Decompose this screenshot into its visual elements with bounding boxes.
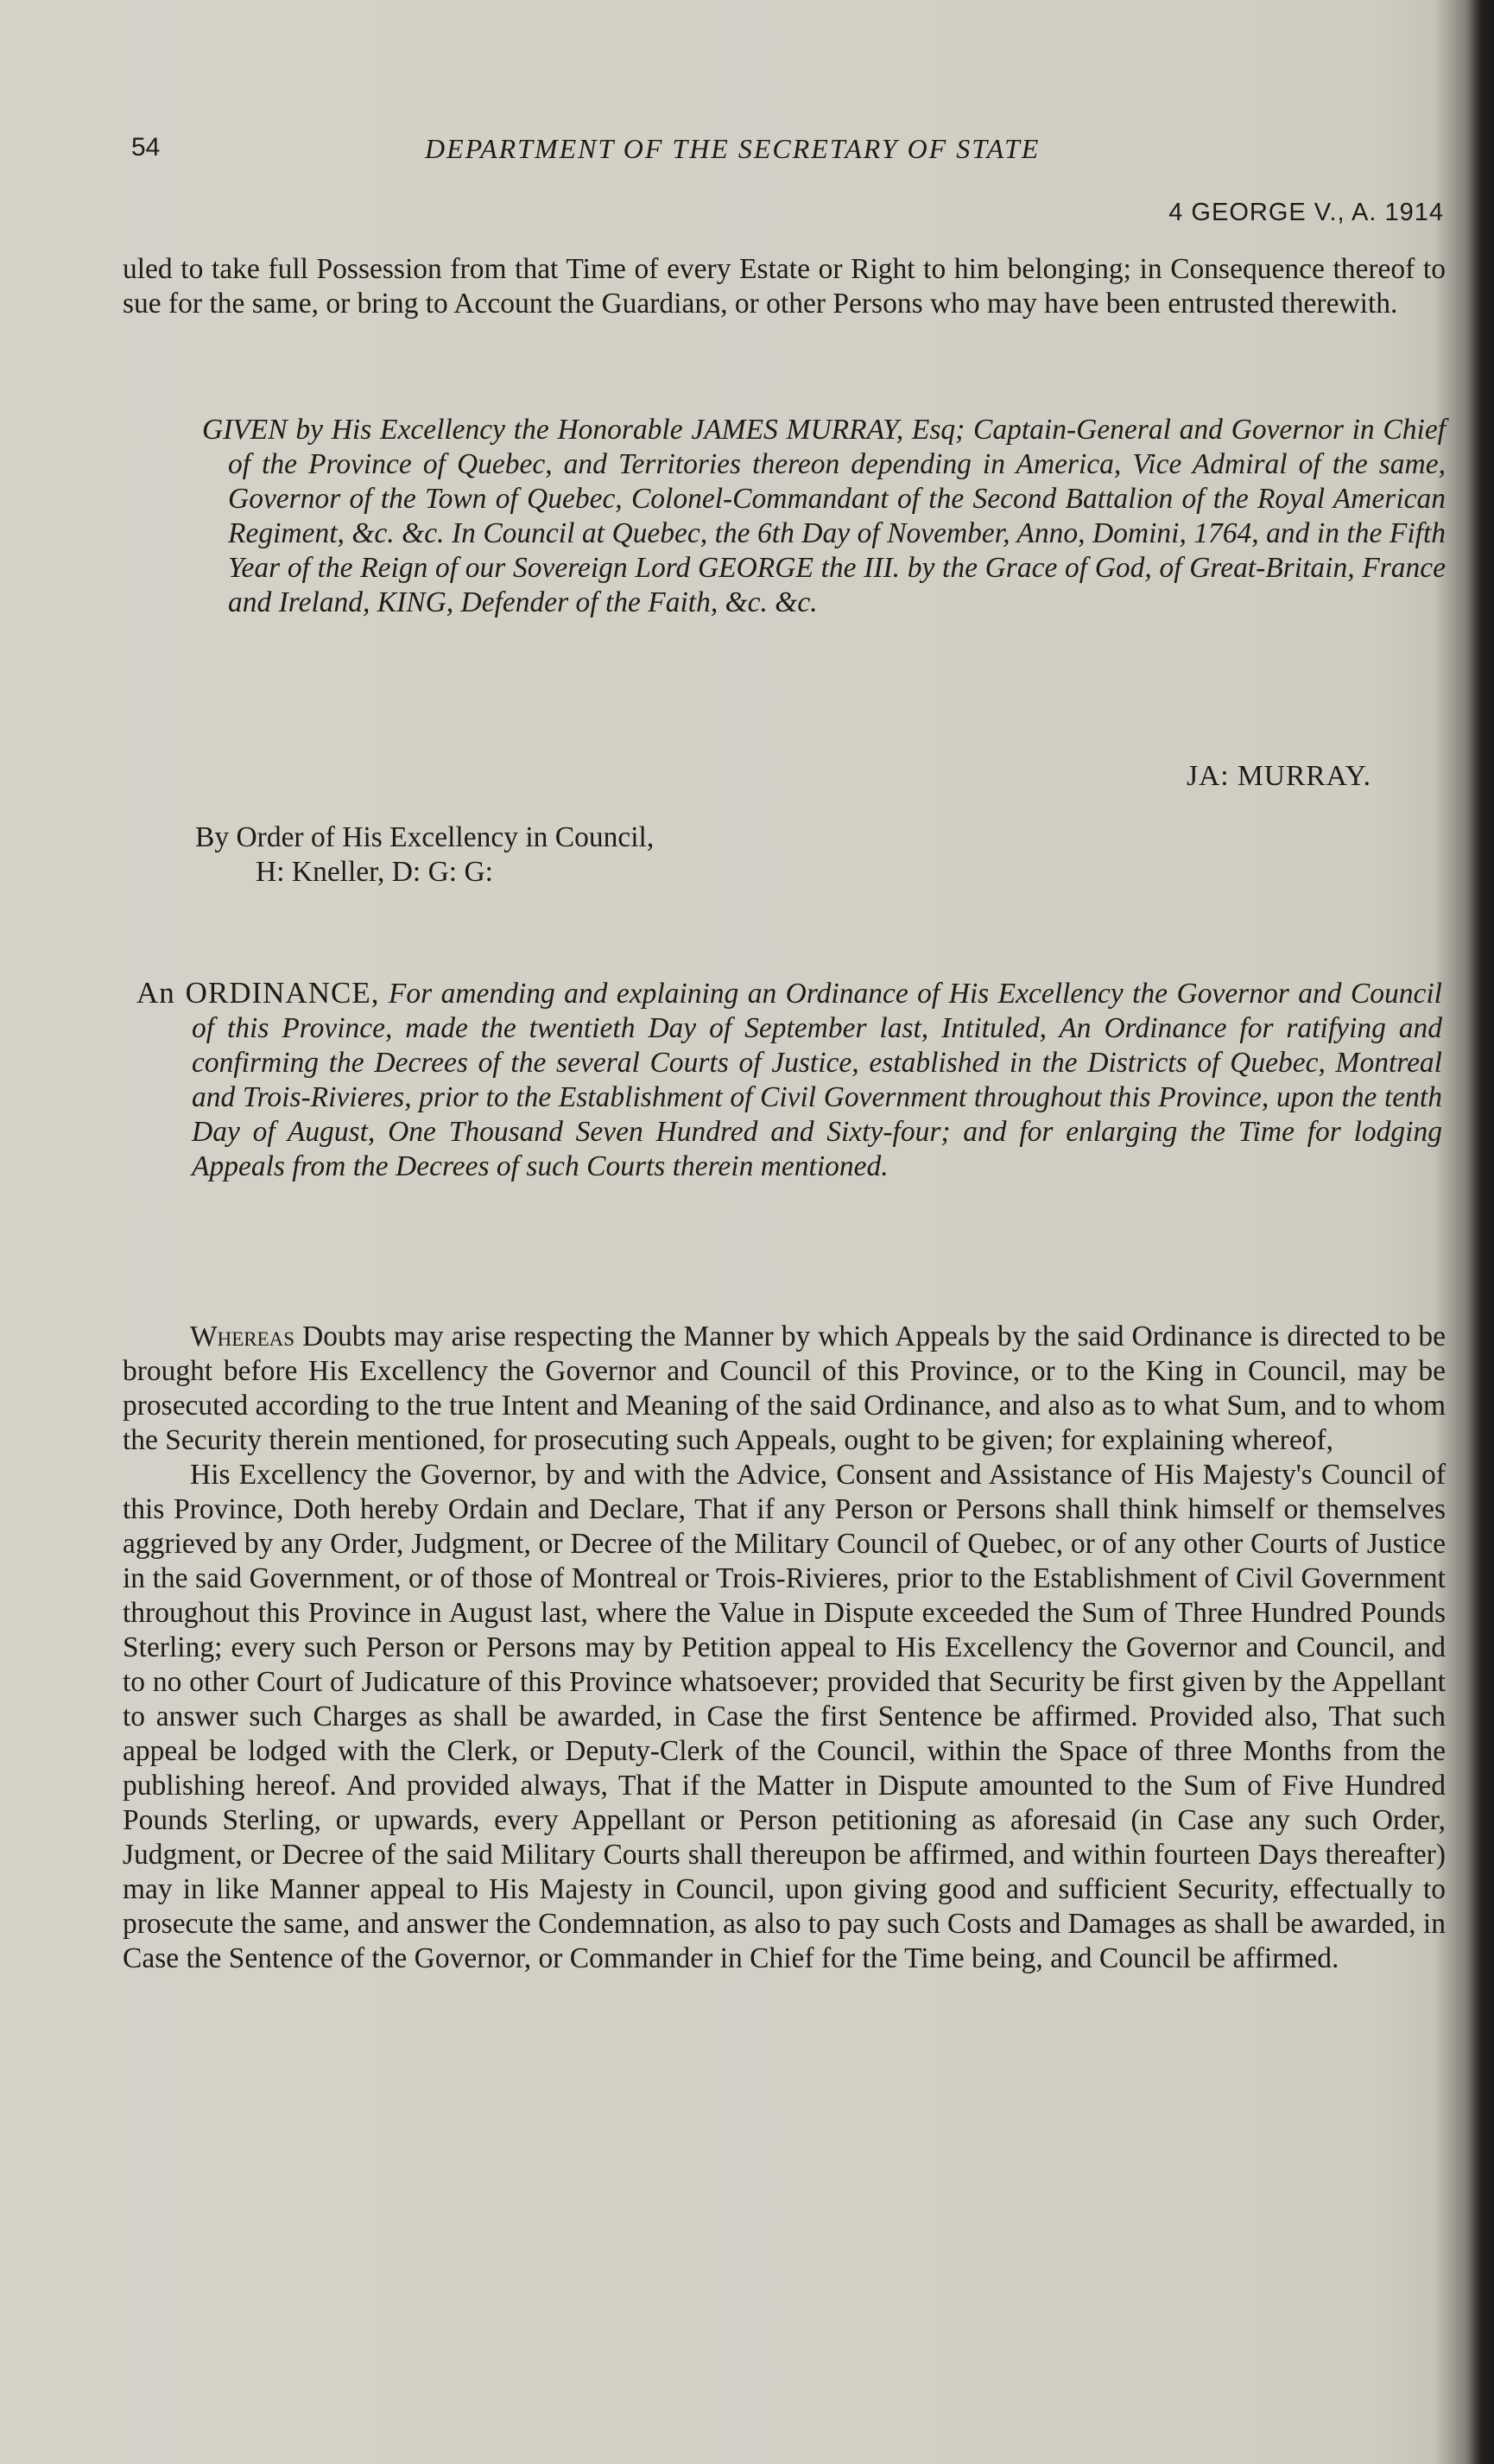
binding-shadow [1465,0,1494,2464]
page-number: 54 [131,133,161,162]
ordinance-body [123,1320,1446,1976]
regnal-year: 4 GEORGE V., A. 1914 [1168,199,1444,226]
clerk-line: H: Kneller, D: G: G: [256,856,493,888]
whereas-paragraph [123,1320,1446,1458]
page-header [131,133,1461,171]
ordinance-label: An ORDINANCE, [136,976,380,1010]
continued-paragraph-text: uled to take full Possession from that Time of every Estate or Right to him belonging; in Consequence thereof to sue for the same, or bring to Account the Guardians, or other Persons who may have been entrusted therewith. [123,253,1446,320]
running-title: DEPARTMENT OF THE SECRETARY OF STATE [425,133,1041,164]
whereas-word: Whereas [190,1321,295,1352]
given-clause-text: GIVEN by His Excellency the Honorable JAMES MURRAY, Esq; Captain-General and Governor in Chief of the Province of Quebec, and Territories thereon depending in America, Vice Admiral of the same, Governor of the Town of Quebec, Colonel-Commandant of the Second Battalion of the Royal American Regiment, &c. &c. In Council at Quebec, the 6th Day of November, Anno, Domini, 1764, and in the Fifth Year of the Reign of our Sovereign Lord GEORGE the III. by the Grace of God, of Great-Britain, France and Ireland, KING, Defender of the Faith, &c. &c. [202,414,1446,618]
signature: JA: MURRAY. [1187,760,1371,792]
enacting-paragraph: His Excellency the Governor, by and with the Advice, Consent and Assistance of His Majesty's Council of this Province, Doth hereby Ordain and Declare, That if any Person or Persons shall think himself or themselves aggrieved by any Order, Judgment, or Decree of the Military Council of Quebec, or of any other Courts of Justice in the said Government, or of those of Montreal or Trois-Rivieres, prior to the Establishment of Civil Government throughout this Province in August last, where the Value in Dispute exceeded the Sum of Three Hundred Pounds Sterling; every such Person or Persons may by Petition appeal to His Excellency the Governor and Council, and to no other Court of Judicature of this Province whatsoever; provided that Security be first given by the Appellant to answer such Charges as shall be awarded, in Case the first Sentence be affirmed. Provided also, That such appeal be lodged with the Clerk, or Deputy-Clerk of the Council, within the Space of three Months from the publishing hereof. And provided always, That if the Matter in Dispute amounted to the Sum of Five Hundred Pounds Sterling, or upwards, every Appellant or Person petitioning as aforesaid (in Case any such Order, Judgment, or Decree of the said Military Courts shall thereupon be affirmed, and within fourteen Days thereafter) may in like Manner appeal to His Majesty in Council, upon giving good and sufficient Security, effectually to prosecute the same, and answer the Condemnation, as also to pay such Costs and Damages as shall be awarded, in Case the Sentence of the Governor, or Commander in Chief for the Time being, and Council be affirmed. [123,1459,1446,1974]
whereas-text: Doubts may arise respecting the Manner by which Appeals by the said Ordinance is directed to be brought before His Excellency the Governor and Council of this Province, or to the King in Council, may be prosecuted according to the true Intent and Meaning of the said Ordinance, and also as to what Sum, and to whom the Security therein mentioned, for prosecuting such Appeals, ought to be given; for explaining whereof, [123,1321,1446,1456]
continued-paragraph [123,252,1446,321]
ordinance-title: For amending and explaining an Ordinance of His Excellency the Governor and Council of this Province, made the twentieth Day of September last, Intituled, An Ordinance for ratifying and confirming the Decrees of the several Courts of Justice, established in the Districts of Quebec, Montreal and Trois-Rivieres, prior to the Establishment of Civil Government throughout this Province, upon the tenth Day of August, One Thousand Seven Hundred and Sixty-four; and for enlarging the Time for lodging Appeals from the Decrees of such Courts therein mentioned. [192,978,1442,1182]
by-order-line: By Order of His Excellency in Council, [195,821,655,853]
given-clause [202,413,1446,620]
by-order-block [195,820,654,890]
ordinance-heading [136,976,1442,1184]
